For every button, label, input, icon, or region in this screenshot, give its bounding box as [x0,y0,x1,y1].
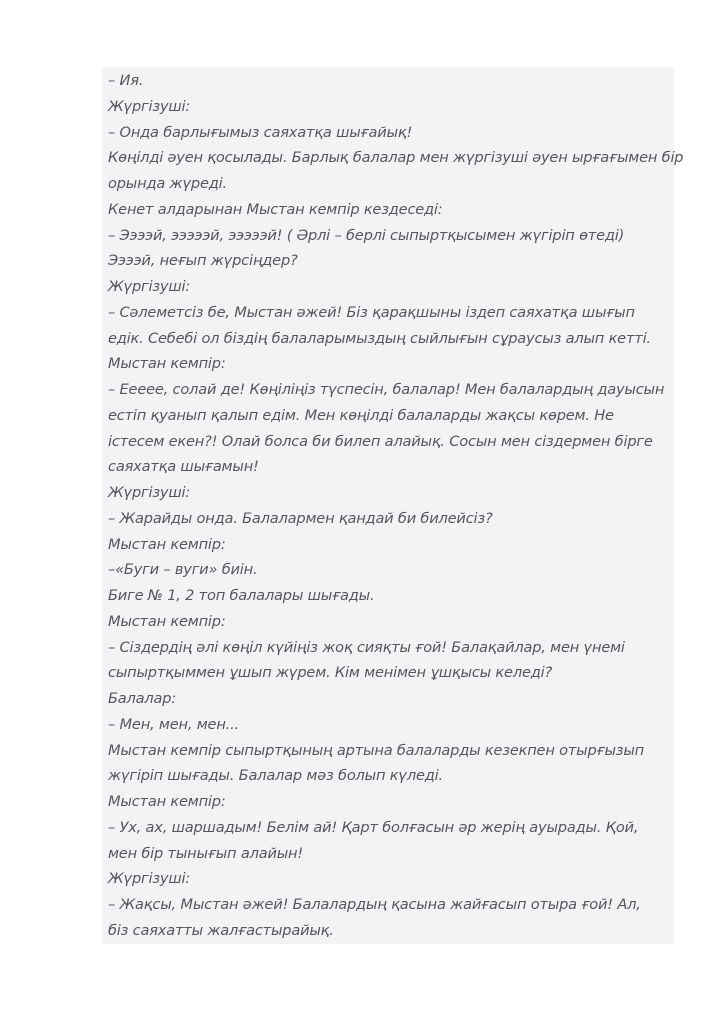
text-line: Биге № 1, 2 топ балалары шығады. [108,587,375,604]
text-line: біз саяхатты жалғастырайық. [108,921,334,939]
text-line: – Еееее, солай де! Көңіліңіз түспесін, балалар! Мен балалардың дауысын [108,381,665,398]
text-line: – Мен, мен, мен... [108,715,239,733]
text-line: жүгіріп шығады. Балалар мәз болып күледі. [108,767,443,785]
script-text-block [102,67,684,944]
text-line: мен бір тынығып алайын! [108,844,304,862]
text-line: едік. Себебі ол біздің балаларымыздың сыйлығын сұраусыз алып кетті. [108,329,651,347]
text-line: – Ия. [108,72,144,89]
text-line: Мыстан кемпір сыпыртқының артына балаларды кезекпен отырғызып [108,741,644,759]
text-line: Жүргізуші: [108,97,191,115]
text-line: Мыстан кемпір: [108,535,226,553]
text-line: – Онда барлығымыз саяхатқа шығайық! [108,123,413,141]
text-line: Мыстан кемпір: [108,793,226,810]
text-line: – Жақсы, Мыстан әжей! Балалардың қасына жайғасып отыра ғой! Ал, [108,896,641,913]
text-line: орында жүреді. [108,175,227,192]
text-line: Көңілді әуен қосылады. Барлық балалар мен жүргізуші әуен ырғағымен бір [108,149,684,167]
text-line: – Сіздердің әлі көңіл күйіңіз жоқ сияқты ғой! Балақайлар, мен үнемі [108,638,625,656]
text-line: Мыстан кемпір: [108,612,226,630]
text-line: –«Буги – вуги» биін. [108,561,258,579]
text-line: істесем екен?! Олай болса би билеп алайық. Сосын мен сіздермен бірге [108,432,653,450]
text-line: естіп қуанып қалып едім. Мен көңілді балаларды жақсы көрем. Не [108,406,614,424]
text-line: саяхатқа шығамын! [108,458,259,476]
text-line: Балалар: [108,690,177,707]
text-line: Кенет алдарынан Мыстан кемпір кездеседі: [108,200,443,218]
text-line: – Жарайды онда. Балалармен қандай би билейсіз? [108,509,493,527]
text-line: сыпыртқыммен ұшып жүрем. Кім менімен ұшқысы келеді? [108,664,553,682]
text-line: Жүргізуші: [108,278,191,295]
text-line: – Сәлеметсіз бе, Мыстан әжей! Біз қарақшыны іздеп саяхатқа шығып [108,303,635,321]
text-line: Ээээй, неғып жүрсіңдер? [108,252,298,270]
text-line: Мыстан кемпір: [108,355,226,373]
text-line: Жүргізуші: [108,484,191,501]
text-line: – Ух, ах, шаршадым! Белім ай! Қарт болғасын әр жерің ауырады. Қой, [108,818,639,836]
text-line: Жүргізуші: [108,870,191,888]
text-line: – Ээээй, эээээй, эээээй! ( Әрлі – берлі сыпыртқысымен жүгіріп өтеді) [108,226,625,244]
